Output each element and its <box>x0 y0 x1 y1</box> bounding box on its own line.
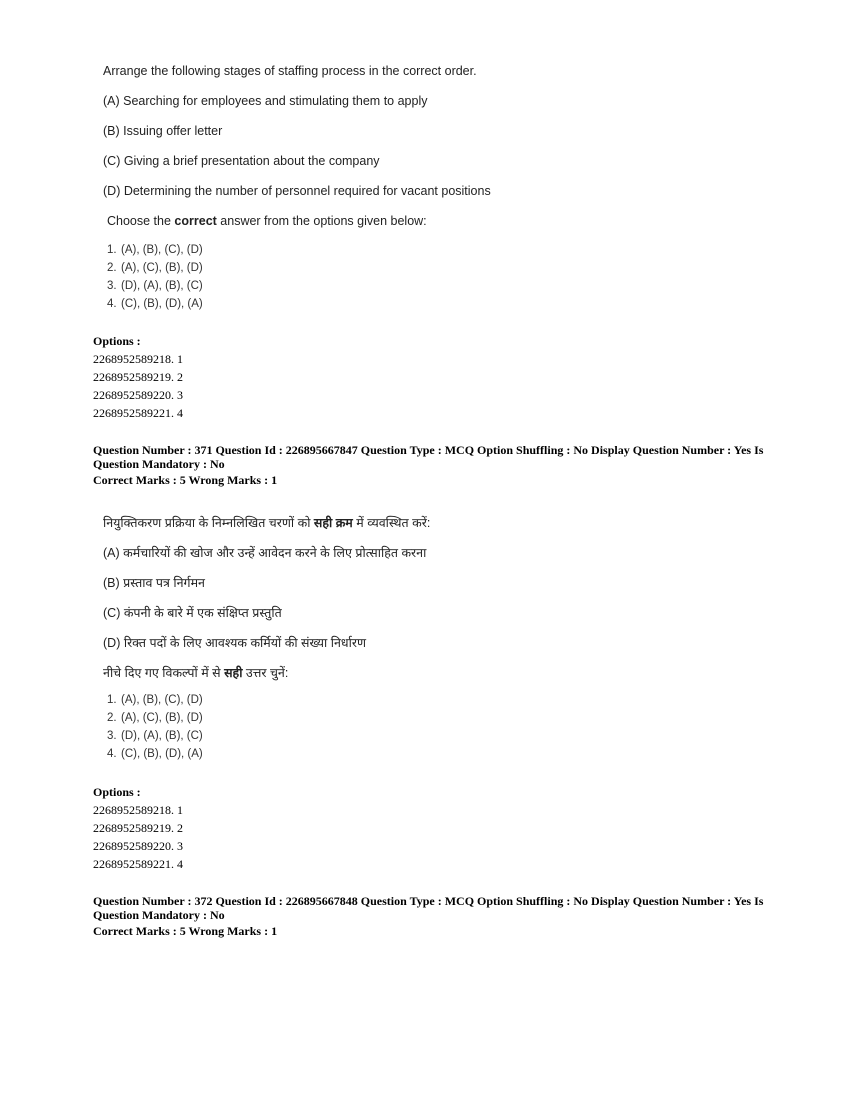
choice-3: 3. (D), (A), (B), (C) <box>107 280 203 292</box>
question-prompt: Arrange the following stages of staffing process in the correct order. <box>103 64 477 78</box>
choose-bold-hindi: सही <box>224 666 243 680</box>
choice-4-text: (C), (B), (D), (A) <box>121 748 203 760</box>
choice-2: 2. (A), (C), (B), (D) <box>107 712 203 724</box>
choice-1: 1. (A), (B), (C), (D) <box>107 244 203 256</box>
statement-a-hindi: (A) कर्मचारियों की खोज और उन्हें आवेदन करने के लिए प्रोत्साहित करना <box>103 546 427 560</box>
prompt-pre: नियुक्तिकरण प्रक्रिया के निम्नलिखित चरणों को <box>103 516 314 530</box>
option-1: 2268952589218. 1 <box>93 352 183 366</box>
statement-c-hindi: (C) कंपनी के बारे में एक संक्षिप्त प्रस्तुति <box>103 606 282 620</box>
options-title: Options : <box>93 334 141 348</box>
choice-1: 1. (A), (B), (C), (D) <box>107 694 203 706</box>
statement-c: (C) Giving a brief presentation about the company <box>103 154 380 168</box>
choice-2: 2. (A), (C), (B), (D) <box>107 262 203 274</box>
meta-line-2-text: Question Mandatory : No <box>93 457 225 471</box>
choose-pre-hindi: नीचे दिए गए विकल्पों में से <box>103 666 225 680</box>
meta-line-3-text: Correct Marks : 5 Wrong Marks : 1 <box>93 924 278 938</box>
options-title: Options : <box>93 785 141 799</box>
option-2: 2268952589219. 2 <box>93 370 183 384</box>
meta-line-2 <box>93 457 225 472</box>
prompt-bold: सही क्रम <box>313 516 353 530</box>
choice-3-text: (D), (A), (B), (C) <box>121 280 203 292</box>
choice-4-text: (C), (B), (D), (A) <box>121 298 203 310</box>
option-3: 2268952589220. 3 <box>93 388 183 402</box>
choice-3-text: (D), (A), (B), (C) <box>121 730 203 742</box>
statement-a: (A) Searching for employees and stimulating them to apply <box>103 94 428 108</box>
choose-instruction-hindi <box>103 664 288 681</box>
meta-line-2 <box>93 908 225 923</box>
choose-instruction <box>107 214 427 228</box>
option-4: 2268952589221. 4 <box>93 857 183 871</box>
statement-b-hindi: (B) प्रस्ताव पत्र निर्गमन <box>103 576 205 590</box>
choice-4: 4. (C), (B), (D), (A) <box>107 298 203 310</box>
option-3: 2268952589220. 3 <box>93 839 183 853</box>
choice-4: 4. (C), (B), (D), (A) <box>107 748 203 760</box>
choice-1-text: (A), (B), (C), (D) <box>121 694 203 706</box>
meta-line-3 <box>93 924 277 939</box>
meta-line-1 <box>93 894 763 909</box>
option-4: 2268952589221. 4 <box>93 406 183 420</box>
option-1: 2268952589218. 1 <box>93 803 183 817</box>
choice-2-text: (A), (C), (B), (D) <box>121 262 203 274</box>
option-2: 2268952589219. 2 <box>93 821 183 835</box>
choose-text-pre: Choose the <box>107 214 175 228</box>
choose-text-bold: correct <box>174 214 217 228</box>
statement-d: (D) Determining the number of personnel required for vacant positions <box>103 184 491 198</box>
choice-1-text: (A), (B), (C), (D) <box>121 244 203 256</box>
choice-2-text: (A), (C), (B), (D) <box>121 712 203 724</box>
meta-line-1-text: Question Number : 371 Question Id : 226895667847 Question Type : MCQ Option Shuffling : No Display Question Number : Yes Is <box>93 443 764 457</box>
prompt-post: में व्यवस्थित करें: <box>352 516 431 530</box>
statement-b: (B) Issuing offer letter <box>103 124 223 138</box>
meta-line-3-text: Correct Marks : 5 Wrong Marks : 1 <box>93 473 278 487</box>
choice-3: 3. (D), (A), (B), (C) <box>107 730 203 742</box>
statement-d-hindi: (D) रिक्त पदों के लिए आवश्यक कर्मियों की संख्या निर्धारण <box>103 636 367 650</box>
meta-line-2-text: Question Mandatory : No <box>93 908 225 922</box>
choose-text-post: answer from the options given below: <box>216 214 427 228</box>
choose-post-hindi: उत्तर चुनें: <box>242 666 289 680</box>
question-prompt-hindi <box>103 514 430 531</box>
meta-line-1-text: Question Number : 372 Question Id : 226895667848 Question Type : MCQ Option Shuffling : No Display Question Number : Yes Is <box>93 894 764 908</box>
meta-line-3 <box>93 473 277 488</box>
meta-line-1 <box>93 443 763 458</box>
